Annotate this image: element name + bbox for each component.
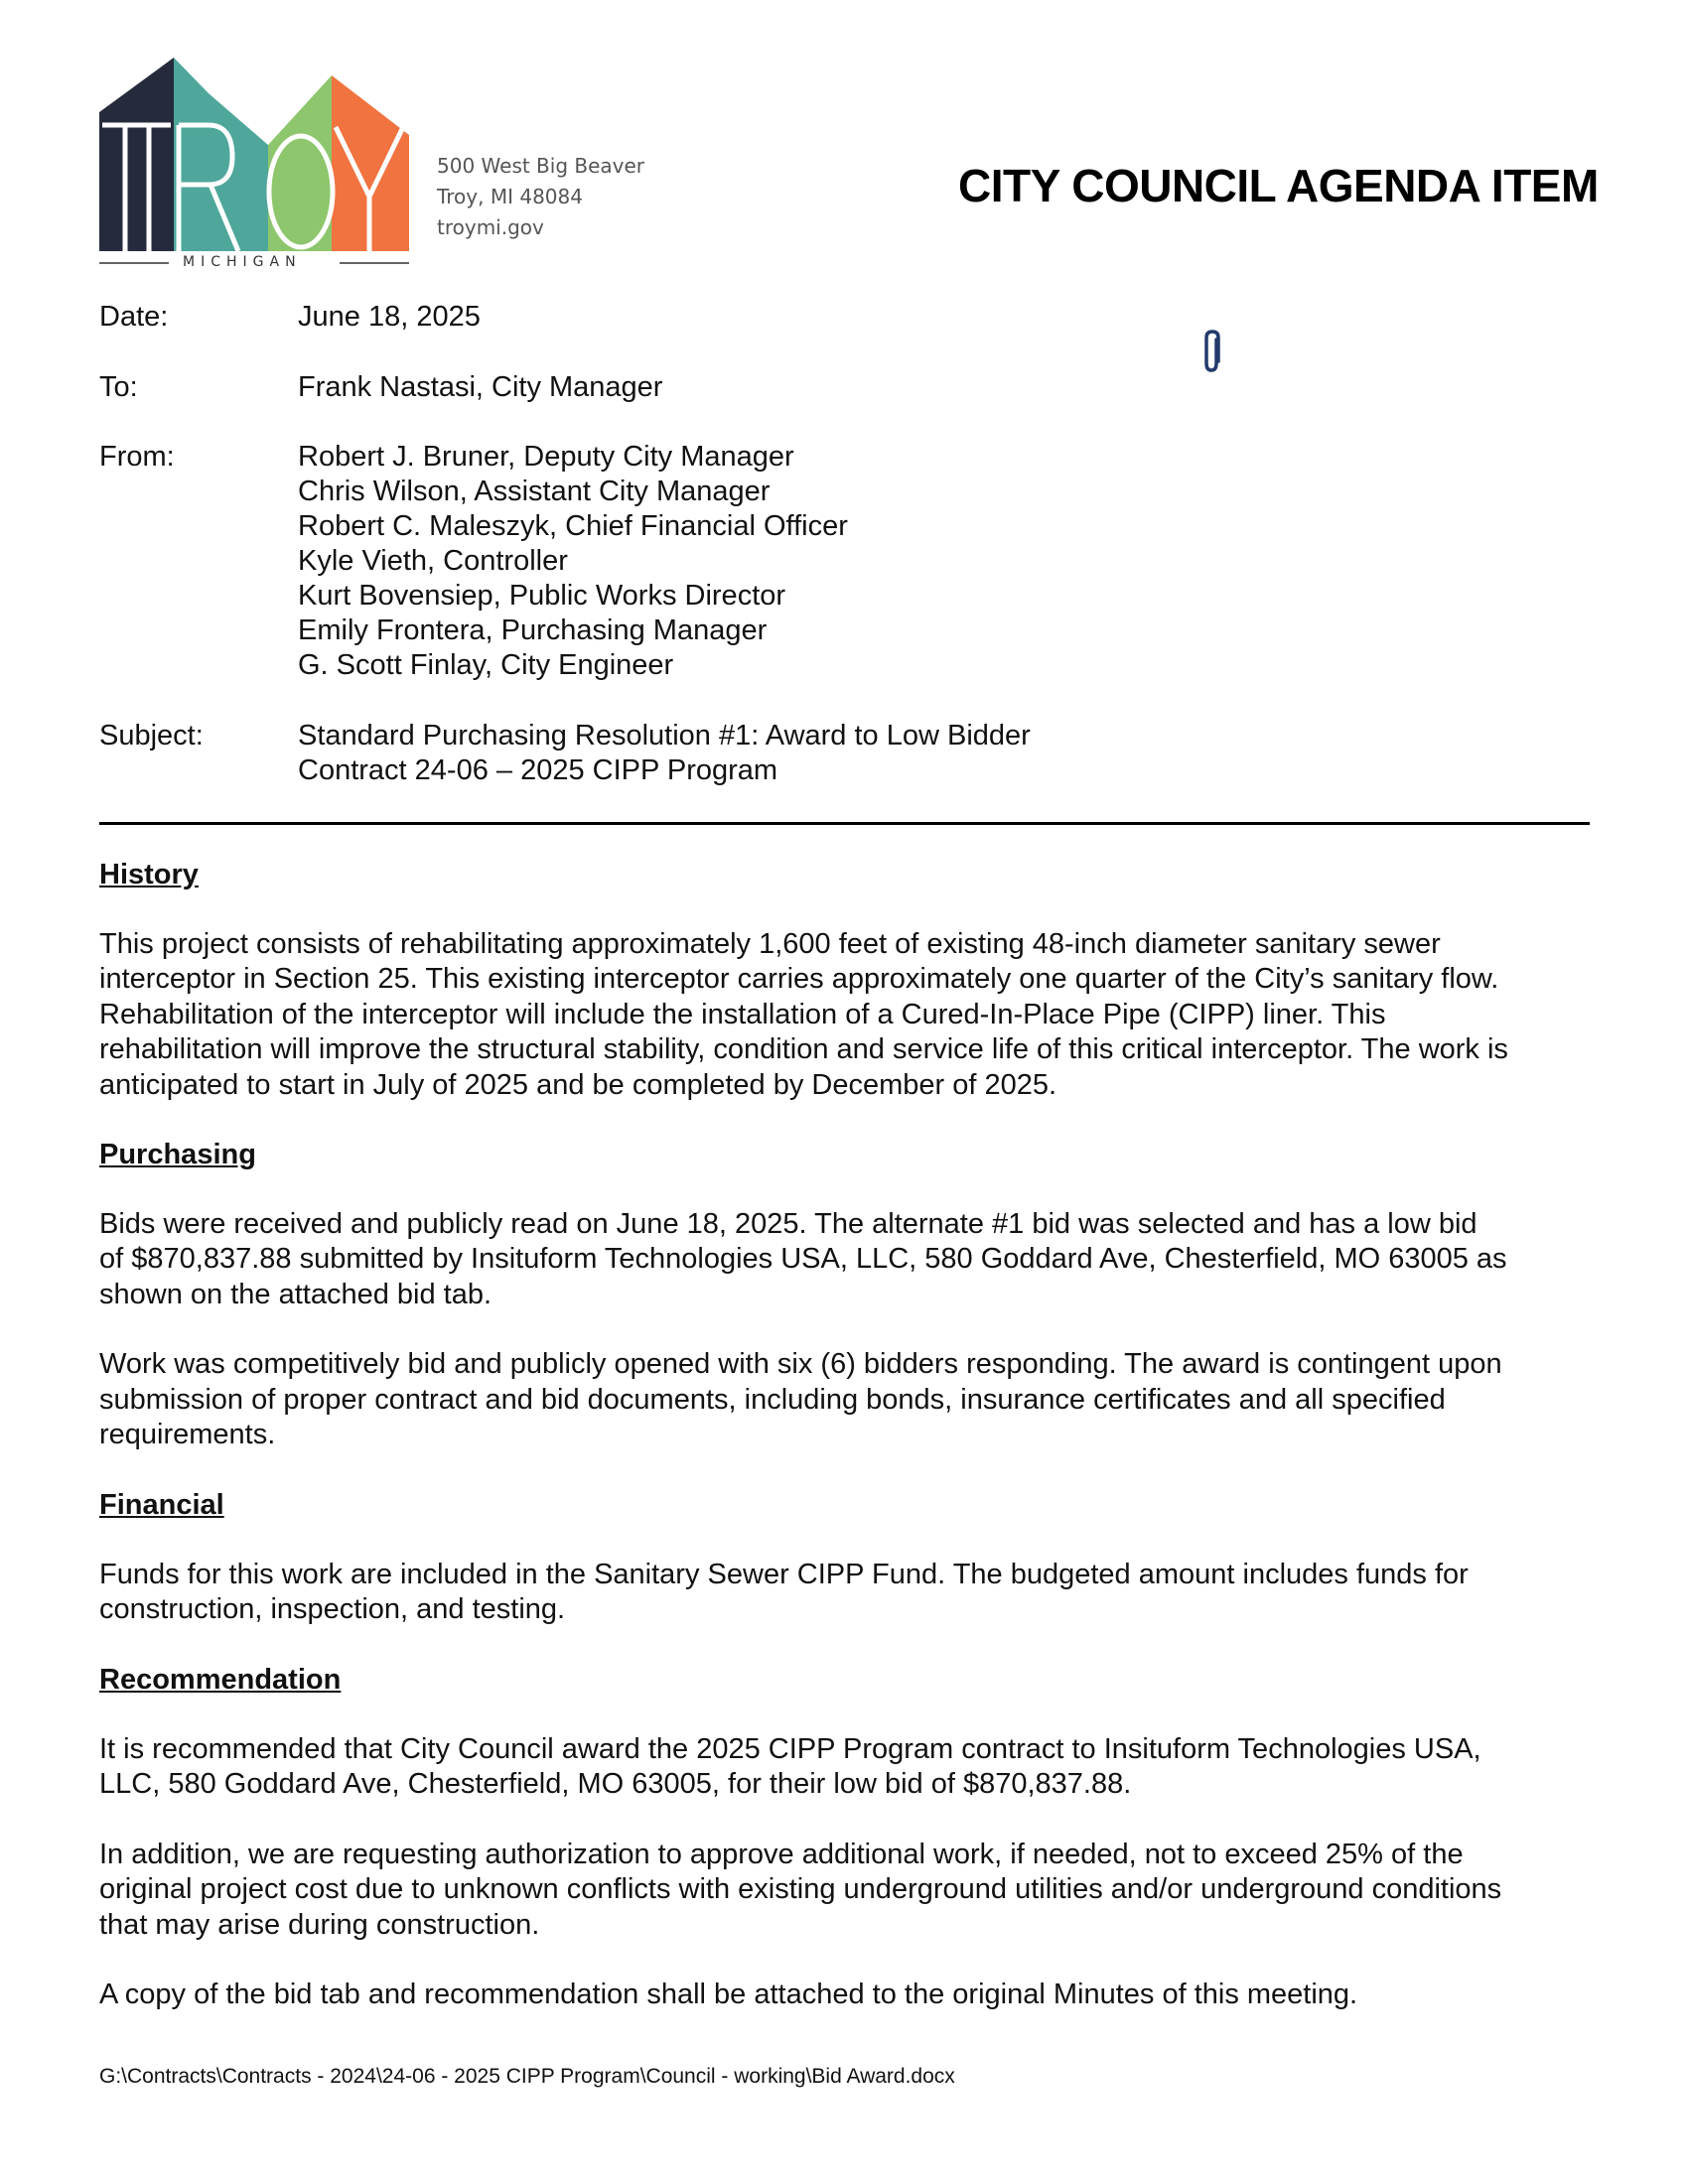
text-line: of $870,837.88 submitted by Insituform Technologies USA, LLC, 580 Goddard Ave, Chesterfield, MO 63005 as (99, 1243, 1507, 1276)
subject-label: Subject: (99, 720, 204, 751)
text-line: In addition, we are requesting authorization to approve additional work, if needed, not to exceed 25% of the (99, 1838, 1464, 1870)
paragraph (99, 1838, 1609, 1943)
from-name: Robert J. Bruner, Deputy City Manager (298, 441, 794, 473)
text-line: rehabilitation will improve the structural stability, condition and service life of this critical interceptor. The work is (99, 1033, 1508, 1066)
subject-value (298, 719, 1031, 788)
date-value: June 18, 2025 (298, 301, 481, 333)
address-line-city: Troy, MI 48084 (437, 185, 583, 208)
paragraph (99, 1347, 1609, 1452)
text-line: This project consists of rehabilitating approximately 1,600 feet of existing 48-inch diameter sanitary sewer (99, 928, 1441, 960)
section-recommendation (99, 1663, 1609, 2012)
from-list (298, 440, 848, 683)
text-line: Work was competitively bid and publicly opened with six (6) bidders responding. The award is contingent upon (99, 1348, 1502, 1381)
to-label: To: (99, 371, 138, 403)
section-purchasing (99, 1138, 1609, 1452)
text-line: LLC, 580 Goddard Ave, Chesterfield, MO 63005, for their low bid of $870,837.88. (99, 1768, 1132, 1801)
from-name: Robert C. Maleszyk, Chief Financial Officer (298, 510, 848, 542)
section-heading: Purchasing (99, 1139, 256, 1170)
text-line: original project cost due to unknown conflicts with existing underground utilities and/or underground conditions (99, 1873, 1502, 1906)
text-line: Bids were received and publicly read on June 18, 2025. The alternate #1 bid was selected and has a low bid (99, 1208, 1477, 1240)
city-address (437, 151, 644, 243)
address-line-street: 500 West Big Beaver (437, 154, 645, 178)
from-name: G. Scott Finlay, City Engineer (298, 649, 674, 681)
paragraph (99, 1978, 1609, 2012)
from-name: Kyle Vieth, Controller (298, 545, 568, 577)
file-path-footer: G:\Contracts\Contracts - 2024\24-06 - 2025 CIPP Program\Council - working\Bid Award.docx (99, 2065, 955, 2088)
document-title: CITY COUNCIL AGENDA ITEM (958, 160, 1599, 211)
paragraph (99, 1732, 1609, 1803)
paragraph (99, 1207, 1609, 1312)
date-label: Date: (99, 301, 169, 333)
from-name: Emily Frontera, Purchasing Manager (298, 614, 768, 646)
text-line: It is recommended that City Council award the 2025 CIPP Program contract to Insituform Technologies USA, (99, 1733, 1481, 1765)
paragraph (99, 1558, 1609, 1628)
section-history (99, 858, 1609, 1103)
section-financial (99, 1488, 1609, 1628)
to-value: Frank Nastasi, City Manager (298, 371, 663, 403)
text-line: submission of proper contract and bid documents, including bonds, insurance certificates and all specified (99, 1383, 1446, 1416)
address-line-website: troymi.gov (437, 215, 544, 239)
subject-line: Standard Purchasing Resolution #1: Award to Low Bidder (298, 720, 1031, 751)
logo-subtext: MICHIGAN (183, 254, 302, 270)
text-line: that may arise during construction. (99, 1908, 540, 1941)
text-line: interceptor in Section 25. This existing interceptor carries approximately one quarter of the City’s sanitary flow. (99, 963, 1499, 996)
text-line: requirements. (99, 1419, 276, 1451)
section-heading: History (99, 859, 199, 890)
text-line: shown on the attached bid tab. (99, 1278, 492, 1310)
text-line: construction, inspection, and testing. (99, 1593, 566, 1626)
header-divider (99, 822, 1590, 825)
from-name: Chris Wilson, Assistant City Manager (298, 476, 771, 507)
text-line: A copy of the bid tab and recommendation shall be attached to the original Minutes of this meeting. (99, 1979, 1358, 2011)
section-heading: Recommendation (99, 1664, 342, 1696)
text-line: Funds for this work are included in the Sanitary Sewer CIPP Fund. The budgeted amount includes funds for (99, 1559, 1469, 1590)
from-name: Kurt Bovensiep, Public Works Director (298, 580, 786, 612)
text-line: anticipated to start in July of 2025 and be completed by December of 2025. (99, 1068, 1057, 1101)
paragraph (99, 927, 1609, 1103)
subject-line: Contract 24-06 – 2025 CIPP Program (298, 754, 778, 786)
troy-michigan-logo (99, 58, 409, 271)
from-label: From: (99, 441, 175, 473)
text-line: Rehabilitation of the interceptor will include the installation of a Cured-In-Place Pipe (CIPP) liner. This (99, 998, 1386, 1030)
paperclip-icon[interactable] (1199, 328, 1225, 375)
section-heading: Financial (99, 1489, 224, 1521)
